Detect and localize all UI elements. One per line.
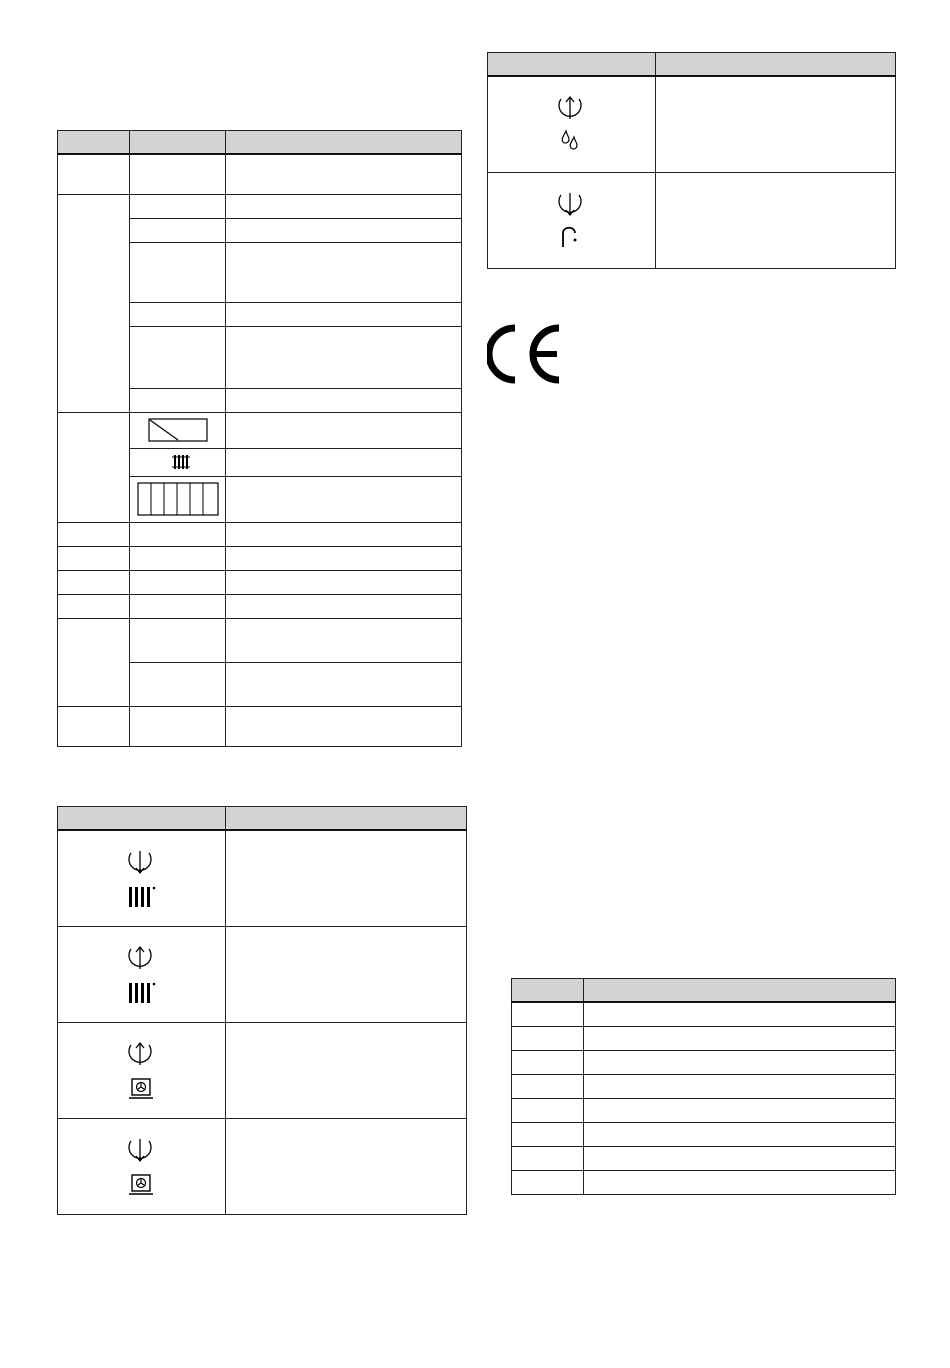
radiator-small-icon — [172, 453, 192, 471]
flow-domestic-water-icon — [557, 93, 587, 155]
table-row — [512, 1122, 896, 1146]
spec-table-c — [487, 52, 896, 269]
flow-fan-unit-icon — [127, 1039, 157, 1101]
table-row — [488, 172, 896, 268]
flow-radiator-icon — [127, 943, 157, 1005]
table-row — [512, 1026, 896, 1050]
table-row — [512, 1074, 896, 1098]
table-row — [58, 194, 462, 218]
spec-table-a — [57, 130, 462, 747]
spec-table-b — [57, 806, 467, 1215]
table-row — [58, 706, 462, 746]
table-header-row — [488, 53, 896, 77]
table-header-row — [58, 131, 462, 155]
table-header-row — [512, 979, 896, 1003]
table-row — [512, 1170, 896, 1194]
table-row — [58, 546, 462, 570]
table-row — [512, 1002, 896, 1026]
table-row — [58, 570, 462, 594]
table-row — [58, 412, 462, 448]
table-row — [512, 1146, 896, 1170]
table-row — [58, 1022, 467, 1118]
ce-mark-logo — [487, 324, 563, 384]
table-row — [58, 522, 462, 546]
return-tap-icon — [557, 189, 587, 251]
panel-diagonal-icon — [148, 418, 208, 442]
table-row — [488, 76, 896, 172]
table-row — [512, 1098, 896, 1122]
table-row — [58, 618, 462, 662]
segment-grid-icon — [137, 482, 219, 516]
return-radiator-icon — [127, 847, 157, 909]
table-row — [58, 926, 467, 1022]
table-row — [512, 1050, 896, 1074]
return-fan-unit-icon — [127, 1135, 157, 1197]
table-row — [58, 1118, 467, 1214]
table-row — [58, 154, 462, 194]
table-header-row — [58, 807, 467, 831]
spec-table-d — [511, 978, 896, 1195]
table-row — [58, 830, 467, 926]
table-row — [58, 594, 462, 618]
